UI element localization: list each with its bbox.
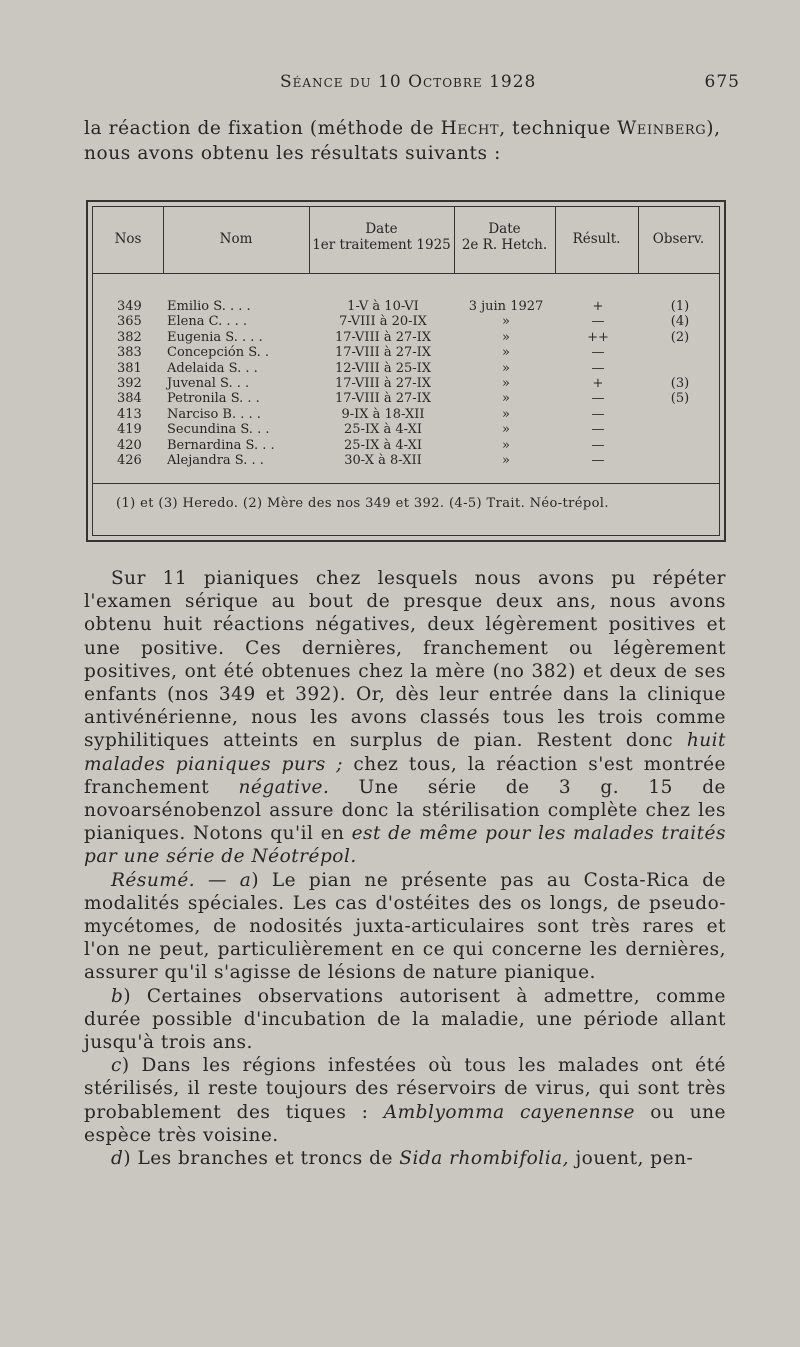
table-cell-res: +	[592, 376, 604, 391]
paragraph-b	[84, 985, 726, 1055]
paragraph-d	[84, 1147, 726, 1170]
text-italic: huit malades pianiques purs ;	[84, 730, 726, 775]
table-cell-res: +	[592, 299, 604, 314]
text-italic: c	[111, 1055, 122, 1077]
table-cell-nom: Secundina S. . .	[167, 422, 270, 438]
table-cell-no: 383	[117, 345, 142, 361]
table-cell-nom: Alejandra S. . .	[167, 453, 264, 468]
header-date2-line1: Date	[488, 221, 521, 237]
table-cell-d1: 9-IX à 18-XII	[341, 406, 425, 422]
table-cell-nom: Juvenal S. . .	[167, 376, 250, 391]
text-italic: Amblyomma cayenennse	[383, 1101, 635, 1123]
author-weinberg: Weinberg	[617, 118, 707, 139]
running-header	[280, 72, 740, 92]
table-cell-no: 384	[117, 391, 142, 407]
table-cell-d2: »	[502, 329, 510, 345]
table-cell-no: 413	[117, 406, 142, 422]
table-cell-no: 349	[117, 299, 142, 314]
text: Une série de 3 g. 15 de novoarsénobenzol assure donc la stérilisation complète chez les pianiques. Notons qu'il en	[84, 776, 726, 845]
author-hecht: Hecht	[440, 118, 500, 139]
table-cell-d1: 17-VIII à 27-IX	[334, 345, 432, 361]
header-result: Résult.	[572, 231, 621, 247]
text: ) Les branches et troncs de	[123, 1148, 400, 1170]
table-cell-d1: 7-VIII à 20-IX	[339, 314, 427, 330]
paragraph-1	[84, 567, 726, 869]
intro-paragraph	[84, 116, 724, 166]
table-cell-nom: Bernardina S. . .	[167, 437, 275, 453]
table-cell-d2: »	[502, 376, 510, 391]
text-italic: d	[111, 1148, 124, 1170]
table-cell-obs: (5)	[670, 391, 690, 407]
table-footnote: (1) et (3) Heredo. (2) Mère des nos 349 et 392. (4-5) Trait. Néo-trépol.	[116, 496, 609, 511]
table-cell-d2: »	[502, 453, 510, 468]
table-cell-d1: 30-X à 8-XII	[344, 453, 422, 468]
table-cell-no: 381	[117, 360, 142, 376]
table-cell-res: ++	[587, 329, 609, 345]
header-nos: Nos	[114, 231, 142, 247]
text: ) Dans les régions infestées où tous les malades ont été stérilisés, il reste toujours des réservoirs de virus, qui sont très probablement des tiques :	[84, 1055, 726, 1123]
text: ) Le pian ne présente pas au Costa-Rica de modalités spéciales. Les cas d'ostéites des os longs, de pseudo-mycétomes, de nodosités juxta-articulaires sont très rares et l'on ne peut, particulièrement en ce qui concerne les dernières, assurer qu'il s'agisse de lésions de nature pianique.	[84, 869, 727, 984]
text: ou une espèce très voisine.	[84, 1101, 726, 1146]
header-title: Séance du 10 Octobre 1928	[280, 72, 537, 92]
table-cell-d1: 1-V à 10-VI	[347, 299, 419, 314]
header-bottom-rule	[93, 273, 719, 274]
table-cell-d1: 17-VIII à 27-IX	[334, 329, 432, 345]
table-cell-res: —	[591, 406, 605, 422]
text-italic: est de même pour les malades traités par une série de Néotrépol.	[84, 823, 727, 868]
header-nom: Nom	[219, 231, 253, 247]
text-italic: négative.	[238, 776, 330, 798]
text-italic: Sida rhombifolia,	[399, 1148, 570, 1170]
footnote-top-rule	[93, 483, 719, 484]
header-date1	[309, 221, 454, 253]
table-cell-d2: »	[502, 422, 510, 438]
table-cell-obs: (1)	[670, 299, 690, 314]
text: jouent, pen-	[569, 1148, 694, 1170]
results-table	[86, 200, 726, 542]
table-cell-res: —	[591, 314, 605, 330]
header-observ: Observ.	[652, 231, 705, 247]
intro-text-3: ), nous avons obtenu les résultats suivants :	[84, 118, 721, 164]
text: ) Certaines observations autorisent à admettre, comme durée possible d'incubation de la maladie, une période allant jusqu'à trois ans.	[84, 985, 726, 1054]
text: Sur 11 pianiques chez lesquels nous avons pu répéter l'examen sérique au bout de presque deux ans, nous avons obtenu huit réactions négatives, deux légèrement positives et une positive. Ces dernières, franchement ou légèrement positives, ont été obtenues chez la mère (no 382) et deux de ses enfants (nos 349 et 392). Or, dès leur entrée dans la clinique antivénérienne, nous les avons classés tous les trois comme syphilitiques atteints en surplus de pian. Restent donc	[84, 568, 726, 752]
table-cell-nom: Elena C. . . .	[167, 314, 248, 330]
table-cell-res: —	[591, 360, 605, 376]
table-cell-d2: »	[502, 360, 510, 376]
paragraph-resume-a	[84, 869, 726, 985]
table-cell-no: 420	[117, 437, 142, 453]
table-cell-no: 426	[117, 453, 142, 468]
table-cell-nom: Petronila S. . .	[167, 391, 260, 407]
table-cell-d1: 17-VIII à 27-IX	[334, 376, 432, 391]
table-cell-obs: (4)	[670, 314, 690, 330]
table-cell-d1: 25-IX à 4-XI	[344, 437, 422, 453]
table-cell-d1: 17-VIII à 27-IX	[334, 391, 432, 407]
table-cell-nom: Emilio S. . . .	[167, 299, 251, 314]
table-cell-d2: »	[502, 406, 510, 422]
header-date2	[454, 221, 555, 253]
table-inner-border	[92, 206, 720, 536]
table-cell-d2: »	[502, 437, 510, 453]
header-date2-line2: 2e R. Hetch.	[461, 237, 548, 253]
table-cell-d1: 25-IX à 4-XI	[344, 422, 422, 438]
table-cell-obs: (2)	[670, 329, 690, 345]
table-cell-d2: 3 juin 1927	[468, 299, 544, 314]
table-cell-d2: »	[502, 391, 510, 407]
text-italic: Résumé.	[111, 869, 196, 891]
page-number: 675	[704, 72, 740, 92]
text-italic: a	[239, 869, 252, 891]
table-cell-d2: »	[502, 314, 510, 330]
intro-text-2: , technique	[499, 118, 618, 139]
text: chez tous, la réaction s'est montrée franchement	[84, 753, 726, 798]
table-cell-d2: »	[502, 345, 510, 361]
table-cell-res: —	[591, 345, 605, 361]
table-cell-res: —	[591, 422, 605, 438]
paragraph-c	[84, 1054, 726, 1147]
table-cell-nom: Eugenia S. . . .	[167, 329, 263, 345]
body-text	[84, 567, 726, 1170]
table-cell-no: 365	[117, 314, 142, 330]
table-cell-res: —	[591, 453, 605, 468]
header-date1-line2: 1er traitement 1925	[312, 237, 451, 253]
intro-text-1: la réaction de fixation (méthode de	[84, 118, 441, 139]
header-date1-line1: Date	[365, 221, 398, 237]
table-cell-nom: Concepción S. .	[167, 345, 270, 361]
table-cell-nom: Adelaida S. . .	[167, 360, 258, 376]
table-cell-no: 419	[117, 422, 142, 438]
table-cell-res: —	[591, 437, 605, 453]
text: —	[195, 869, 240, 891]
table-cell-nom: Narciso B. . . .	[167, 406, 261, 422]
table-cell-no: 392	[117, 376, 142, 391]
table-cell-no: 382	[117, 329, 142, 345]
table-cell-obs: (3)	[670, 376, 690, 391]
text-italic: b	[111, 985, 124, 1007]
table-cell-res: —	[591, 391, 605, 407]
table-cell-d1: 12-VIII à 25-IX	[334, 360, 432, 376]
